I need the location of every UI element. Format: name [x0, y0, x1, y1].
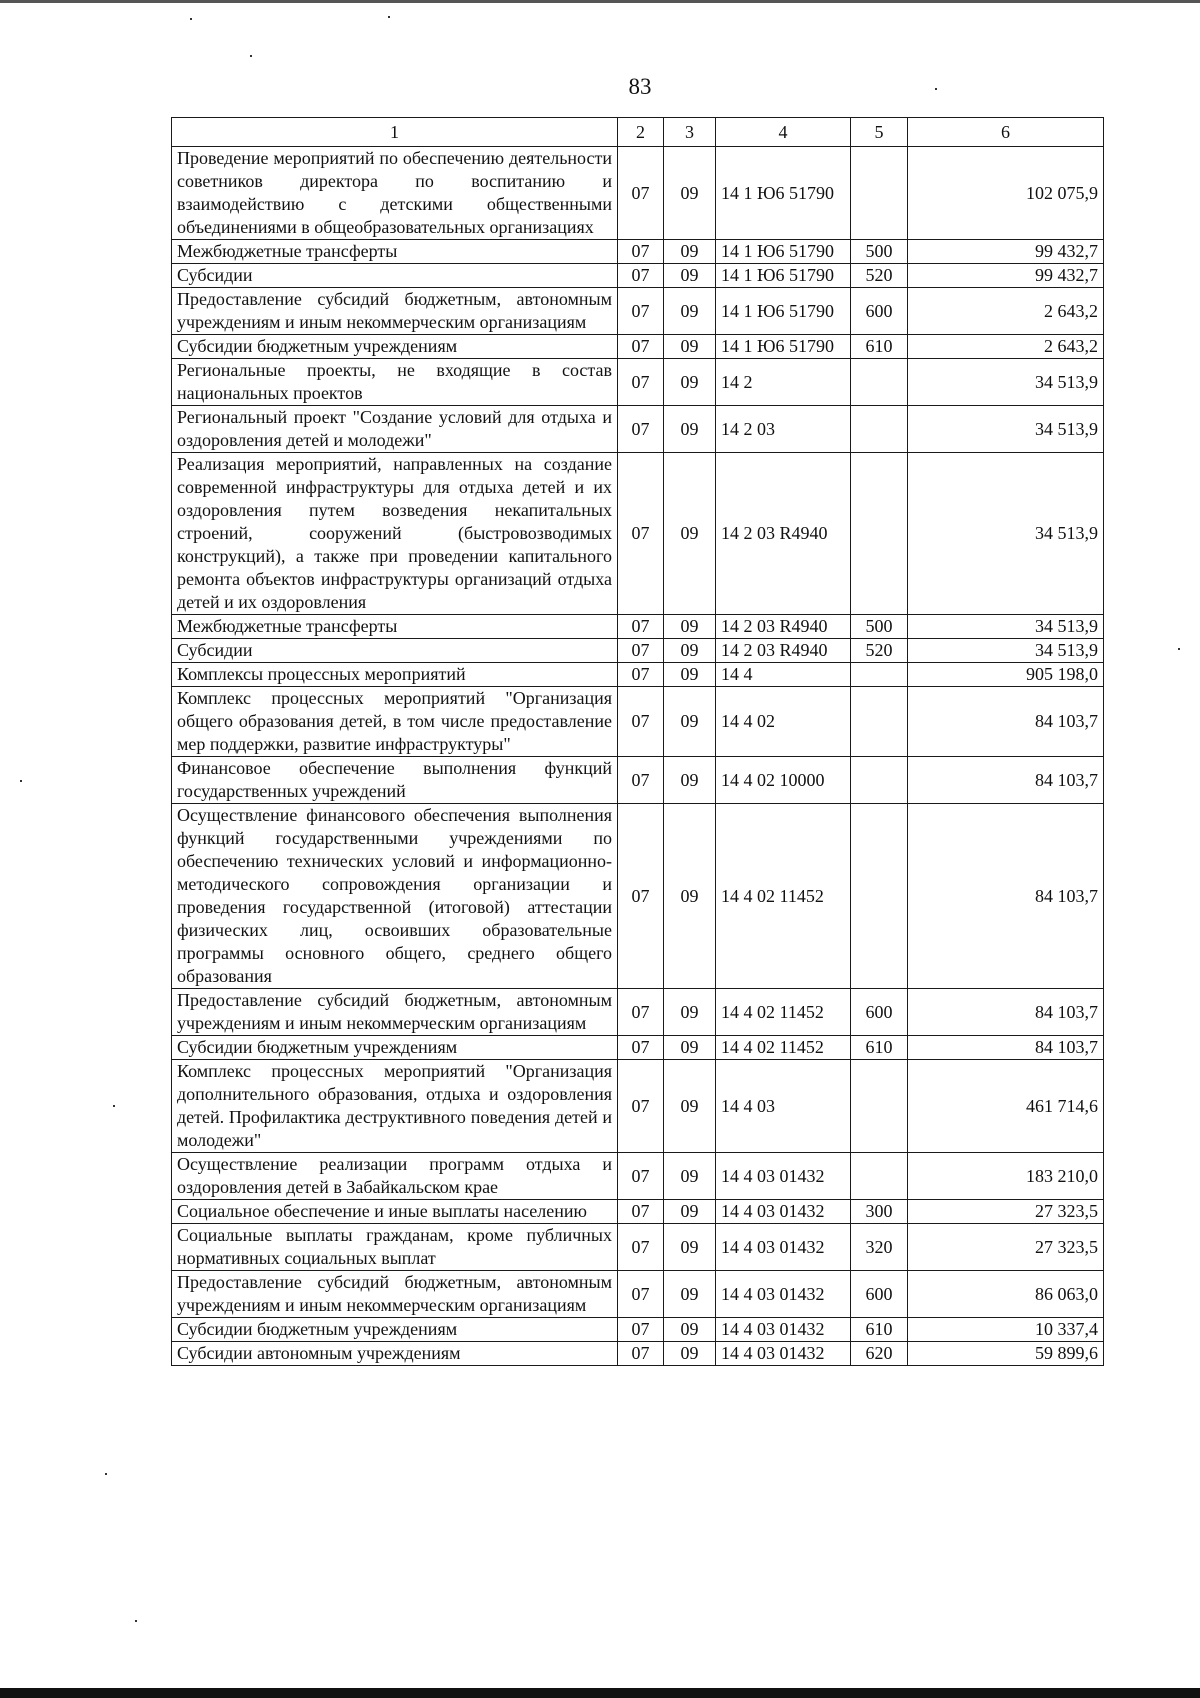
cell-target-article: 14 4 03 01432: [716, 1153, 851, 1200]
cell-name: Субсидии: [172, 639, 618, 663]
cell-target-article: 14 4 02: [716, 687, 851, 757]
header-col-1: 1: [172, 118, 618, 147]
cell-expense-type: 320: [851, 1224, 908, 1271]
cell-section: 07: [618, 288, 664, 335]
cell-name: Финансовое обеспечение выполнения функций государственных учреждений: [172, 757, 618, 804]
header-col-3: 3: [664, 118, 716, 147]
table-row: [172, 663, 1104, 687]
cell-target-article: 14 4 03: [716, 1060, 851, 1153]
cell-section: 07: [618, 1060, 664, 1153]
cell-expense-type: [851, 453, 908, 615]
cell-target-article: 14 1 Ю6 51790: [716, 240, 851, 264]
page-number: 83: [628, 74, 652, 99]
cell-section: 07: [618, 663, 664, 687]
cell-name: Субсидии автономным учреждениям: [172, 1342, 618, 1366]
cell-name: Предоставление субсидий бюджетным, автономным учреждениям и иным некоммерческим организациям: [172, 288, 618, 335]
table-row: [172, 335, 1104, 359]
cell-target-article: 14 4 03 01432: [716, 1318, 851, 1342]
cell-subsection: 09: [664, 1318, 716, 1342]
cell-name: Региональные проекты, не входящие в состав национальных проектов: [172, 359, 618, 406]
cell-amount: 99 432,7: [908, 240, 1104, 264]
cell-section: 07: [618, 264, 664, 288]
cell-name: Субсидии: [172, 264, 618, 288]
cell-amount: 34 513,9: [908, 453, 1104, 615]
cell-name: Региональный проект "Создание условий для отдыха и оздоровления детей и молодежи": [172, 406, 618, 453]
cell-section: 07: [618, 453, 664, 615]
scan-bottom-edge: [0, 1688, 1200, 1698]
cell-subsection: 09: [664, 989, 716, 1036]
cell-amount: 27 323,5: [908, 1224, 1104, 1271]
cell-section: 07: [618, 615, 664, 639]
cell-section: 07: [618, 1271, 664, 1318]
cell-amount: 10 337,4: [908, 1318, 1104, 1342]
cell-expense-type: 600: [851, 1271, 908, 1318]
cell-subsection: 09: [664, 147, 716, 240]
table-row: [172, 1153, 1104, 1200]
cell-subsection: 09: [664, 1224, 716, 1271]
cell-section: 07: [618, 1224, 664, 1271]
cell-name: Предоставление субсидий бюджетным, автономным учреждениям и иным некоммерческим организациям: [172, 989, 618, 1036]
scan-speck: [105, 1473, 107, 1475]
cell-name: Осуществление финансового обеспечения выполнения функций государственными учреждениями по обеспечению технических условий и информационно-методического сопровождения организации и проведения государственной (итоговой) аттестации физических лиц, освоивших образовательные программы основного общего, среднего общего образования: [172, 804, 618, 989]
cell-subsection: 09: [664, 406, 716, 453]
cell-subsection: 09: [664, 359, 716, 406]
cell-expense-type: [851, 359, 908, 406]
cell-expense-type: 610: [851, 1318, 908, 1342]
table-row: [172, 264, 1104, 288]
cell-subsection: 09: [664, 1036, 716, 1060]
cell-name: Субсидии бюджетным учреждениям: [172, 335, 618, 359]
cell-target-article: 14 4 02 11452: [716, 1036, 851, 1060]
cell-section: 07: [618, 1342, 664, 1366]
cell-subsection: 09: [664, 1342, 716, 1366]
cell-section: 07: [618, 406, 664, 453]
cell-name: Социальное обеспечение и иные выплаты населению: [172, 1200, 618, 1224]
header-col-4: 4: [716, 118, 851, 147]
table-row: [172, 240, 1104, 264]
cell-expense-type: 610: [851, 1036, 908, 1060]
cell-expense-type: [851, 663, 908, 687]
cell-subsection: 09: [664, 639, 716, 663]
cell-section: 07: [618, 639, 664, 663]
cell-section: 07: [618, 757, 664, 804]
cell-subsection: 09: [664, 663, 716, 687]
scan-speck: [250, 55, 252, 57]
cell-section: 07: [618, 147, 664, 240]
cell-target-article: 14 4 02 11452: [716, 989, 851, 1036]
cell-name: Субсидии бюджетным учреждениям: [172, 1036, 618, 1060]
cell-amount: 34 513,9: [908, 615, 1104, 639]
cell-subsection: 09: [664, 335, 716, 359]
table-row: [172, 359, 1104, 406]
header-col-2: 2: [618, 118, 664, 147]
cell-expense-type: [851, 1153, 908, 1200]
cell-expense-type: 600: [851, 288, 908, 335]
cell-name: Субсидии бюджетным учреждениям: [172, 1318, 618, 1342]
table-row: [172, 1060, 1104, 1153]
cell-amount: 86 063,0: [908, 1271, 1104, 1318]
table-row: [172, 147, 1104, 240]
cell-amount: 84 103,7: [908, 804, 1104, 989]
cell-amount: 27 323,5: [908, 1200, 1104, 1224]
cell-subsection: 09: [664, 453, 716, 615]
cell-target-article: 14 4 03 01432: [716, 1200, 851, 1224]
cell-amount: 905 198,0: [908, 663, 1104, 687]
table-row: [172, 804, 1104, 989]
cell-target-article: 14 2 03: [716, 406, 851, 453]
cell-section: 07: [618, 1200, 664, 1224]
header-col-5: 5: [851, 118, 908, 147]
cell-expense-type: 620: [851, 1342, 908, 1366]
cell-target-article: 14 1 Ю6 51790: [716, 335, 851, 359]
cell-expense-type: [851, 406, 908, 453]
table-row: [172, 406, 1104, 453]
table-row: [172, 1318, 1104, 1342]
cell-amount: 84 103,7: [908, 687, 1104, 757]
cell-amount: 183 210,0: [908, 1153, 1104, 1200]
cell-section: 07: [618, 1153, 664, 1200]
cell-subsection: 09: [664, 288, 716, 335]
cell-section: 07: [618, 687, 664, 757]
table-row: [172, 757, 1104, 804]
cell-name: Комплексы процессных мероприятий: [172, 663, 618, 687]
cell-target-article: 14 4 02 11452: [716, 804, 851, 989]
scan-speck: [113, 1105, 115, 1107]
cell-expense-type: [851, 687, 908, 757]
cell-amount: 84 103,7: [908, 757, 1104, 804]
cell-name: Предоставление субсидий бюджетным, автономным учреждениям и иным некоммерческим организациям: [172, 1271, 618, 1318]
cell-section: 07: [618, 804, 664, 989]
cell-amount: 102 075,9: [908, 147, 1104, 240]
cell-name: Комплекс процессных мероприятий "Организация общего образования детей, в том числе предоставление мер поддержки, развитие инфраструктуры": [172, 687, 618, 757]
cell-expense-type: 300: [851, 1200, 908, 1224]
table-row: [172, 1224, 1104, 1271]
table-row: [172, 615, 1104, 639]
cell-subsection: 09: [664, 264, 716, 288]
cell-subsection: 09: [664, 1200, 716, 1224]
cell-subsection: 09: [664, 1153, 716, 1200]
cell-name: Осуществление реализации программ отдыха и оздоровления детей в Забайкальском крае: [172, 1153, 618, 1200]
table-row: [172, 1200, 1104, 1224]
cell-expense-type: [851, 1060, 908, 1153]
scan-speck: [20, 780, 22, 782]
cell-section: 07: [618, 359, 664, 406]
table-row: [172, 453, 1104, 615]
cell-expense-type: 520: [851, 264, 908, 288]
cell-amount: 99 432,7: [908, 264, 1104, 288]
cell-expense-type: 600: [851, 989, 908, 1036]
scan-speck: [1178, 648, 1180, 650]
table-row: [172, 1036, 1104, 1060]
cell-expense-type: [851, 757, 908, 804]
table-row: [172, 639, 1104, 663]
cell-section: 07: [618, 335, 664, 359]
cell-target-article: 14 2 03 R4940: [716, 615, 851, 639]
cell-amount: 2 643,2: [908, 335, 1104, 359]
cell-subsection: 09: [664, 804, 716, 989]
cell-amount: 84 103,7: [908, 989, 1104, 1036]
table-header-row: [172, 118, 1104, 147]
cell-target-article: 14 1 Ю6 51790: [716, 147, 851, 240]
cell-subsection: 09: [664, 1060, 716, 1153]
cell-section: 07: [618, 989, 664, 1036]
cell-name: Межбюджетные трансферты: [172, 240, 618, 264]
cell-target-article: 14 4 03 01432: [716, 1271, 851, 1318]
cell-expense-type: 500: [851, 615, 908, 639]
table-row: [172, 288, 1104, 335]
cell-target-article: 14 1 Ю6 51790: [716, 288, 851, 335]
cell-target-article: 14 2 03 R4940: [716, 639, 851, 663]
cell-subsection: 09: [664, 687, 716, 757]
cell-target-article: 14 2 03 R4940: [716, 453, 851, 615]
cell-name: Проведение мероприятий по обеспечению деятельности советников директора по воспитанию и взаимодействию с детскими общественными объединениями в общеобразовательных организациях: [172, 147, 618, 240]
cell-name: Комплекс процессных мероприятий "Организация дополнительного образования, отдыха и оздоровления детей. Профилактика деструктивного поведения детей и молодежи": [172, 1060, 618, 1153]
cell-name: Социальные выплаты гражданам, кроме публичных нормативных социальных выплат: [172, 1224, 618, 1271]
cell-section: 07: [618, 1036, 664, 1060]
cell-subsection: 09: [664, 1271, 716, 1318]
budget-table-wrapper: [171, 117, 1104, 1366]
scan-speck: [190, 18, 192, 20]
cell-amount: 34 513,9: [908, 639, 1104, 663]
table-row: [172, 989, 1104, 1036]
scan-speck: [388, 16, 390, 18]
cell-target-article: 14 4 03 01432: [716, 1224, 851, 1271]
cell-expense-type: 500: [851, 240, 908, 264]
table-row: [172, 1271, 1104, 1318]
cell-expense-type: [851, 804, 908, 989]
cell-subsection: 09: [664, 615, 716, 639]
cell-section: 07: [618, 1318, 664, 1342]
cell-target-article: 14 4 02 10000: [716, 757, 851, 804]
cell-section: 07: [618, 240, 664, 264]
cell-expense-type: [851, 147, 908, 240]
scan-speck: [135, 1620, 137, 1622]
table-row: [172, 1342, 1104, 1366]
cell-amount: 2 643,2: [908, 288, 1104, 335]
budget-table: [171, 117, 1104, 1366]
cell-amount: 461 714,6: [908, 1060, 1104, 1153]
cell-target-article: 14 2: [716, 359, 851, 406]
cell-amount: 84 103,7: [908, 1036, 1104, 1060]
cell-subsection: 09: [664, 757, 716, 804]
cell-target-article: 14 4: [716, 663, 851, 687]
cell-name: Межбюджетные трансферты: [172, 615, 618, 639]
cell-subsection: 09: [664, 240, 716, 264]
cell-name: Реализация мероприятий, направленных на создание современной инфраструктуры для отдыха детей и их оздоровления путем возведения некапитальных строений, сооружений (быстровозводимых конструкций), а также при проведении капитального ремонта объектов инфраструктуры организаций отдыха детей и их оздоровления: [172, 453, 618, 615]
table-row: [172, 687, 1104, 757]
cell-target-article: 14 1 Ю6 51790: [716, 264, 851, 288]
header-col-6: 6: [908, 118, 1104, 147]
cell-amount: 34 513,9: [908, 406, 1104, 453]
cell-expense-type: 520: [851, 639, 908, 663]
cell-amount: 59 899,6: [908, 1342, 1104, 1366]
scan-top-edge: [0, 0, 1200, 3]
cell-amount: 34 513,9: [908, 359, 1104, 406]
cell-expense-type: 610: [851, 335, 908, 359]
cell-target-article: 14 4 03 01432: [716, 1342, 851, 1366]
